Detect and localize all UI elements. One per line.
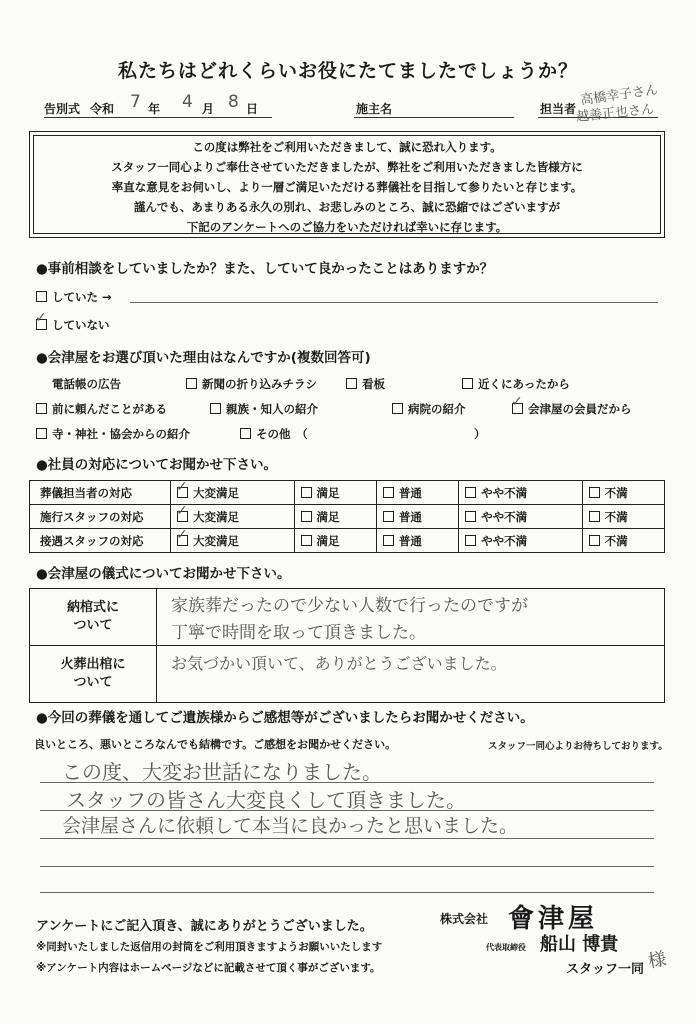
- checkbox[interactable]: [301, 487, 312, 498]
- rep-title: 代表取締役: [486, 943, 526, 952]
- cremation-label: [30, 646, 157, 703]
- month-unit: 月: [202, 102, 215, 116]
- q2-heading: ●会津屋をお選び頂いた理由はなんですか(複数回答可): [36, 350, 371, 366]
- intro-line-3: 率直な意見をお伺いし、より一層ご満足いただける葬儀社を目指して参りたいと存じます。: [111, 180, 583, 194]
- table-row: [30, 646, 665, 703]
- coffin-ceremony-label: [30, 589, 157, 646]
- rating-label: 満足: [316, 485, 340, 500]
- date-underline: [44, 117, 272, 118]
- rating-cell[interactable]: [171, 505, 295, 529]
- q2-option-member[interactable]: [512, 401, 632, 417]
- rating-label: やや不満: [481, 485, 528, 500]
- label-line: ついて: [73, 618, 113, 633]
- q4-heading: ●会津屋の儀式についてお聞かせ下さい。: [36, 566, 291, 582]
- sama-handwritten: 様: [646, 948, 668, 973]
- staff-name-2: 越善正也さん: [575, 101, 655, 126]
- q2-option-previous[interactable]: [36, 401, 167, 417]
- cremation-answer[interactable]: [157, 646, 665, 703]
- q3-check-mark-2: ✓: [176, 503, 188, 519]
- rating-label: 不満: [604, 485, 628, 500]
- checkbox[interactable]: [383, 487, 394, 498]
- rating-cell[interactable]: [294, 505, 376, 529]
- q5-sub-left: 良いところ、悪いところなんでも結構です。ご感想をお聞かせください。: [34, 738, 397, 751]
- q2-option-label: 会津屋の会員だから: [528, 402, 632, 416]
- intro-line-2: スタッフ一同心よりご奉仕させていただきましたが、弊社をご利用いただきました皆様方に: [111, 160, 583, 174]
- day-unit: 日: [246, 102, 259, 116]
- rating-label: 普通: [398, 485, 422, 500]
- q2-option-other[interactable]: [240, 426, 308, 442]
- q2-option-label: 前に頼んだことがある: [52, 402, 167, 416]
- coffin-ceremony-answer[interactable]: [157, 589, 665, 646]
- q2-option-label: 病院の紹介: [408, 402, 466, 416]
- checkbox[interactable]: [301, 535, 312, 546]
- year-unit: 年: [148, 102, 161, 116]
- checkbox[interactable]: [186, 378, 197, 389]
- host-underline: [354, 117, 514, 118]
- checkbox[interactable]: [301, 511, 312, 522]
- q5-sub-right: スタッフ一同心よりお待ちしております。: [488, 741, 668, 752]
- q2-other-close: ）: [474, 427, 486, 441]
- answer-line: お気づかい頂いて、ありがとうございました。: [171, 654, 507, 673]
- staff-rating-table: [29, 480, 665, 553]
- rating-cell[interactable]: [294, 481, 376, 505]
- label-line: ついて: [73, 675, 113, 690]
- q2-option-label: 電話帳の広告: [52, 377, 121, 391]
- answer-line: 家族葬だったので少ない人数で行ったのですが: [171, 596, 528, 616]
- year-value: 7: [130, 92, 141, 112]
- q1-option-yes-label: していた →: [52, 290, 112, 304]
- checkbox[interactable]: [465, 511, 476, 522]
- checkbox[interactable]: [346, 378, 357, 389]
- host-label: 施主名: [356, 102, 393, 116]
- q2-option-nearby[interactable]: [462, 376, 570, 392]
- q5-answer-1[interactable]: この度、大変お世話になりました。: [62, 760, 382, 784]
- rating-label: 不満: [604, 533, 628, 548]
- day-value: 8: [228, 92, 239, 112]
- checkbox[interactable]: [589, 487, 600, 498]
- label-line: 納棺式に: [66, 600, 119, 615]
- rating-cell[interactable]: [459, 529, 583, 553]
- answer-line: [40, 866, 654, 867]
- checkbox[interactable]: [383, 535, 394, 546]
- table-row: [30, 529, 665, 553]
- checkbox[interactable]: [589, 511, 600, 522]
- staff-label: 担当者: [540, 102, 577, 116]
- checkbox[interactable]: [36, 428, 47, 439]
- footer-note-2: ※アンケート内容はホームページなどに記載させて頂く事がございます。: [36, 962, 381, 974]
- table-row: [30, 481, 665, 505]
- company-prefix: 株式会社: [440, 912, 489, 926]
- table-row: [30, 505, 665, 529]
- rating-cell[interactable]: [171, 481, 295, 505]
- ceremony-label: 告別式: [44, 102, 81, 116]
- company-logo: 會津屋: [508, 904, 599, 934]
- q2-option-phonebook[interactable]: [36, 376, 121, 392]
- q2-option-referral[interactable]: [210, 401, 318, 417]
- rating-label: 不満: [604, 509, 628, 524]
- rating-label: 大変満足: [193, 533, 239, 548]
- rating-label: 大変満足: [193, 485, 239, 500]
- rating-label: 普通: [398, 533, 422, 548]
- row-label: 葬儀担当者の対応: [30, 481, 171, 505]
- q2-option-signboard[interactable]: [346, 376, 385, 392]
- checkbox[interactable]: [462, 378, 473, 389]
- checkbox[interactable]: [36, 403, 47, 414]
- staff-name-1: 高橋幸子さん: [579, 82, 659, 109]
- rating-cell[interactable]: [582, 529, 664, 553]
- q2-option-label: 親族・知人の紹介: [226, 402, 318, 416]
- rating-cell[interactable]: [376, 505, 458, 529]
- rep-name: 船山 博貴: [540, 934, 619, 955]
- rating-label: 満足: [316, 533, 340, 548]
- checkbox[interactable]: [240, 428, 251, 439]
- rating-cell[interactable]: [459, 481, 583, 505]
- rating-label: 満足: [316, 509, 340, 524]
- q2-option-label: その他 （: [256, 427, 308, 441]
- checkbox[interactable]: [465, 487, 476, 498]
- checkbox[interactable]: [36, 291, 47, 302]
- checkbox[interactable]: [383, 511, 394, 522]
- checkbox[interactable]: [392, 403, 403, 414]
- rating-cell[interactable]: [294, 529, 376, 553]
- answer-line: [40, 838, 654, 839]
- intro-line-4: 謹んでも、あまりある永久の別れ、お悲しみのところ、誠に恐縮ではございますが: [133, 200, 561, 214]
- rating-cell[interactable]: [582, 505, 664, 529]
- q1-heading: ●事前相談をしていましたか？また、していて良かったことはありますか？: [36, 261, 494, 277]
- intro-line-5: 下記のアンケートへのご協力をいただければ幸いに存じます。: [186, 220, 508, 234]
- rating-cell[interactable]: [171, 529, 295, 553]
- rating-cell[interactable]: [582, 481, 664, 505]
- checkbox[interactable]: [589, 535, 600, 546]
- checkbox[interactable]: [36, 378, 47, 389]
- rating-cell[interactable]: [459, 505, 583, 529]
- checkbox[interactable]: [465, 535, 476, 546]
- table-row: [30, 589, 665, 646]
- q5-answer-2[interactable]: スタッフの皆さん大変良くして頂きました。: [66, 788, 466, 812]
- rating-cell[interactable]: [376, 481, 458, 505]
- q1-option-no-label: していない: [52, 318, 110, 332]
- q2-option-temple[interactable]: [36, 426, 190, 442]
- q2-option-label: 近くにあったから: [478, 377, 570, 391]
- footer-note-1: ※同封いたしました返信用の封筒をご利用頂きますようお願いいたします: [36, 941, 383, 953]
- footer-thanks: アンケートにご記入頂き、誠にありがとうございました。: [36, 919, 373, 934]
- q1-option-no[interactable]: [36, 317, 110, 333]
- era-label: 令和: [90, 102, 115, 116]
- intro-line-1: この度は弊社をご利用いただきまして、誠に恐れ入ります。: [192, 140, 502, 154]
- page-title: 私たちはどれくらいお役にたてましたでしょうか？: [117, 60, 578, 82]
- q2-check-mark: ✓: [511, 394, 523, 410]
- rating-label: 大変満足: [193, 509, 239, 524]
- answer-line: [40, 892, 654, 893]
- q1-option-yes[interactable]: [36, 289, 112, 305]
- rating-label: やや不満: [481, 509, 528, 524]
- label-line: 火葬出棺に: [60, 657, 126, 672]
- q2-option-hospital[interactable]: [392, 401, 466, 417]
- intro-message-box: [29, 131, 665, 238]
- q3-heading: ●社員の対応についてお聞かせ下さい。: [36, 457, 278, 473]
- q5-answer-3[interactable]: 会津屋さんに依頼して本当に良かったと思いました。: [62, 815, 519, 837]
- q2-option-flyer[interactable]: [186, 376, 317, 392]
- q1-check-mark: ✓: [35, 310, 47, 326]
- q2-option-label: 看板: [362, 377, 385, 391]
- row-label: 施行スタッフの対応: [30, 505, 171, 529]
- q2-option-label: 新聞の折り込みチラシ: [202, 377, 317, 391]
- rating-label: 普通: [398, 509, 422, 524]
- staff-all: スタッフ一同: [566, 962, 645, 977]
- rating-label: やや不満: [481, 533, 528, 548]
- q1-answer-line: [130, 302, 658, 303]
- q5-heading: ●今回の葬儀を通してご遺族様からご感想等がございましたらお聞かせください。: [36, 710, 534, 726]
- month-value: 4: [182, 92, 193, 112]
- checkbox[interactable]: [210, 403, 221, 414]
- q3-check-mark-3: ✓: [176, 527, 188, 543]
- q2-option-label: 寺・神社・協会からの紹介: [52, 427, 190, 441]
- rating-cell[interactable]: [376, 529, 458, 553]
- q3-check-mark-1: ✓: [176, 479, 188, 495]
- answer-line: 丁寧で時間を取って頂きました。: [171, 623, 426, 643]
- ceremony-table: [29, 588, 665, 703]
- row-label: 接遇スタッフの対応: [30, 529, 171, 553]
